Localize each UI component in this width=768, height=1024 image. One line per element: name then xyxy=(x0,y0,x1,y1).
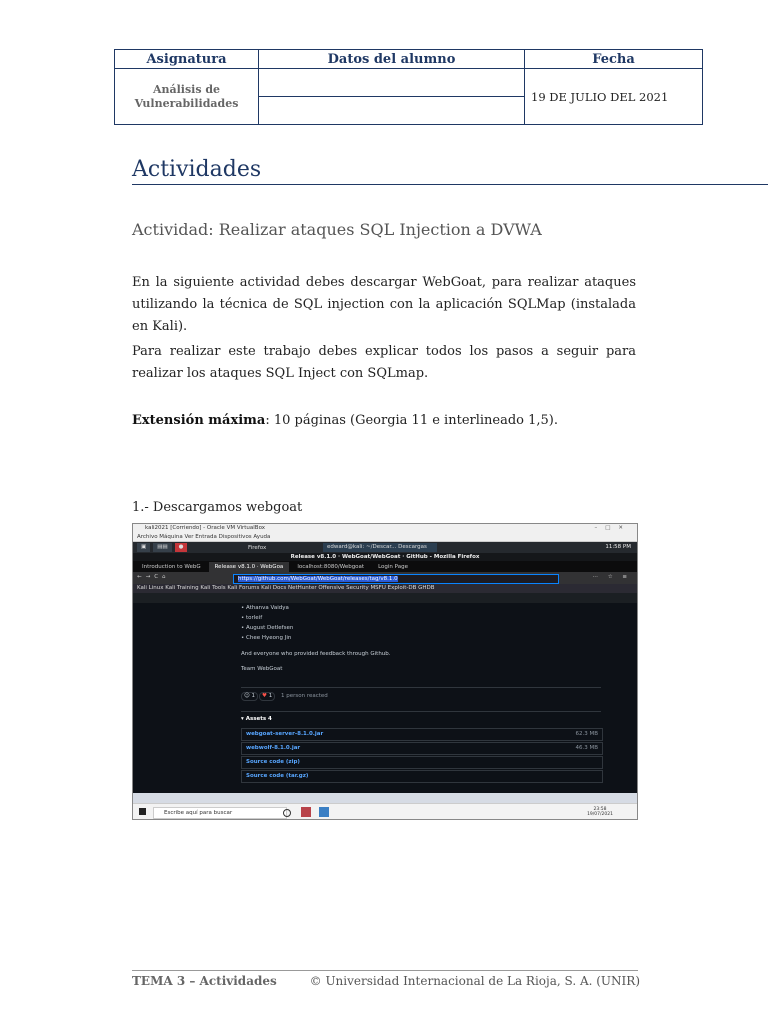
vm-title-bar xyxy=(133,524,637,533)
paragraph-3 xyxy=(132,410,636,432)
kali-menu-icon: ▣ xyxy=(137,543,150,552)
paragraph-1: En la siguiente actividad debes descargar WebGoat, para realizar ataques utilizando la técnica de SQL injection con la aplicación SQLMap (instalada en Kali). xyxy=(132,275,636,334)
footer-left: TEMA 3 – Actividades xyxy=(132,974,277,988)
workspace-icon: ▤▤ xyxy=(153,543,171,552)
team-line: Team WebGoat xyxy=(241,666,283,672)
footer-rule xyxy=(132,970,638,971)
activity-title: Actividad: Realizar ataques SQL Injection a DVWA xyxy=(132,220,542,239)
contributor-item: • Athanva Vaidya xyxy=(241,605,289,611)
toolbar-icons: ⋯ ☆ ≡ xyxy=(592,574,631,580)
footer-right: © Universidad Internacional de La Rioja, S. A. (UNIR) xyxy=(309,974,640,988)
windows-clock: 23:58 19/07/2021 xyxy=(587,807,613,817)
bookmarks-bar: Kali Linux Kali Training Kali Tools Kali Forums Kali Docs NetHunter Offensive Security MSFU Exploit-DB GHDB xyxy=(133,584,637,593)
reaction-text: 1 person reacted xyxy=(281,693,328,699)
kali-clock: 11:58 PM xyxy=(605,544,631,550)
header-col-subject: Asignatura xyxy=(115,50,259,69)
feedback-line: And everyone who provided feedback through Github. xyxy=(241,651,391,657)
kali-launchers xyxy=(137,543,187,552)
header-col-date: Fecha xyxy=(525,50,703,69)
vm-title: kali2021 [Corriendo] - Oracle VM VirtualBox xyxy=(145,525,266,531)
contributor-item: • torleif xyxy=(241,615,263,621)
asset-row: Source code (tar.gz) xyxy=(241,770,603,783)
reactions-row xyxy=(241,687,601,702)
firefox-launcher-icon: ● xyxy=(175,543,188,552)
contributor-item: • August Detlefsen xyxy=(241,625,294,631)
header-table xyxy=(114,49,703,125)
url-text: https://github.com/WebGoat/WebGoat/releases/tag/v8.1.0 xyxy=(238,576,398,582)
header-col-student: Datos del alumno xyxy=(259,50,525,69)
terminal-task: edward@kali: ~/Descar... Descargas xyxy=(323,543,437,552)
firefox-window-title: Release v8.1.0 · WebGoat/WebGoat · GitHub - Mozilla Firefox xyxy=(133,553,637,561)
tab-login: Login Page xyxy=(378,563,408,570)
embedded-screenshot xyxy=(132,523,638,820)
firefox-tabs xyxy=(133,561,637,572)
windows-start-icon xyxy=(139,808,146,815)
nav-buttons-icon: ←→C⌂ xyxy=(137,574,170,580)
max-extension-text: : 10 páginas (Georgia 11 e interlineado 1,5). xyxy=(265,413,559,428)
student-value-1 xyxy=(259,69,525,97)
date-value: 19 DE JULIO DEL 2021 xyxy=(525,69,703,125)
tab-introduction: Introduction to WebG xyxy=(142,563,201,570)
cortana-icon xyxy=(283,809,291,817)
asset-row: Source code (zip) xyxy=(241,756,603,769)
tab-release: Release v8.1.0 · WebGoa xyxy=(209,562,290,572)
assets-heading: ▾ Assets 4 xyxy=(241,711,601,722)
windows-taskbar xyxy=(133,803,637,820)
paragraph-2: Para realizar este trabajo debes explicar todos los pasos a seguir para realizar los ataques SQL Inject con SQLmap. xyxy=(132,344,636,381)
app-icon xyxy=(301,807,311,817)
subject-value: Análisis de Vulnerabilidades xyxy=(115,69,259,125)
firefox-task: Firefox xyxy=(248,545,267,551)
reaction-emoji: ☺ 1 xyxy=(241,692,258,701)
window-controls-icon: –□✕ xyxy=(594,525,631,531)
windows-search-box: Escribe aquí para buscar xyxy=(153,807,287,819)
section-rule xyxy=(132,184,768,185)
virtualbox-icon xyxy=(319,807,329,817)
student-value-2 xyxy=(259,97,525,125)
asset-row: webgoat-server-8.1.0.jar 62.3 MB xyxy=(241,728,603,741)
max-extension-label: Extensión máxima xyxy=(132,413,266,428)
reaction-heart: ♥ 1 xyxy=(259,692,275,701)
kali-panel xyxy=(133,542,637,553)
vm-status-tray xyxy=(133,793,637,803)
step-1-label: 1.- Descargamos webgoat xyxy=(132,500,303,515)
contributor-item: • Chee Hyeong Jin xyxy=(241,635,292,641)
vm-menu: Archivo Máquina Ver Entrada Dispositivos Ayuda xyxy=(133,533,637,542)
asset-row: webwolf-8.1.0.jar 46.3 MB xyxy=(241,742,603,755)
tab-localhost: localhost:8080/Webgoat xyxy=(297,563,365,570)
firefox-nav-bar xyxy=(133,572,637,584)
url-bar xyxy=(233,574,559,584)
section-title: Actividades xyxy=(132,157,262,182)
github-release-page xyxy=(133,603,637,793)
